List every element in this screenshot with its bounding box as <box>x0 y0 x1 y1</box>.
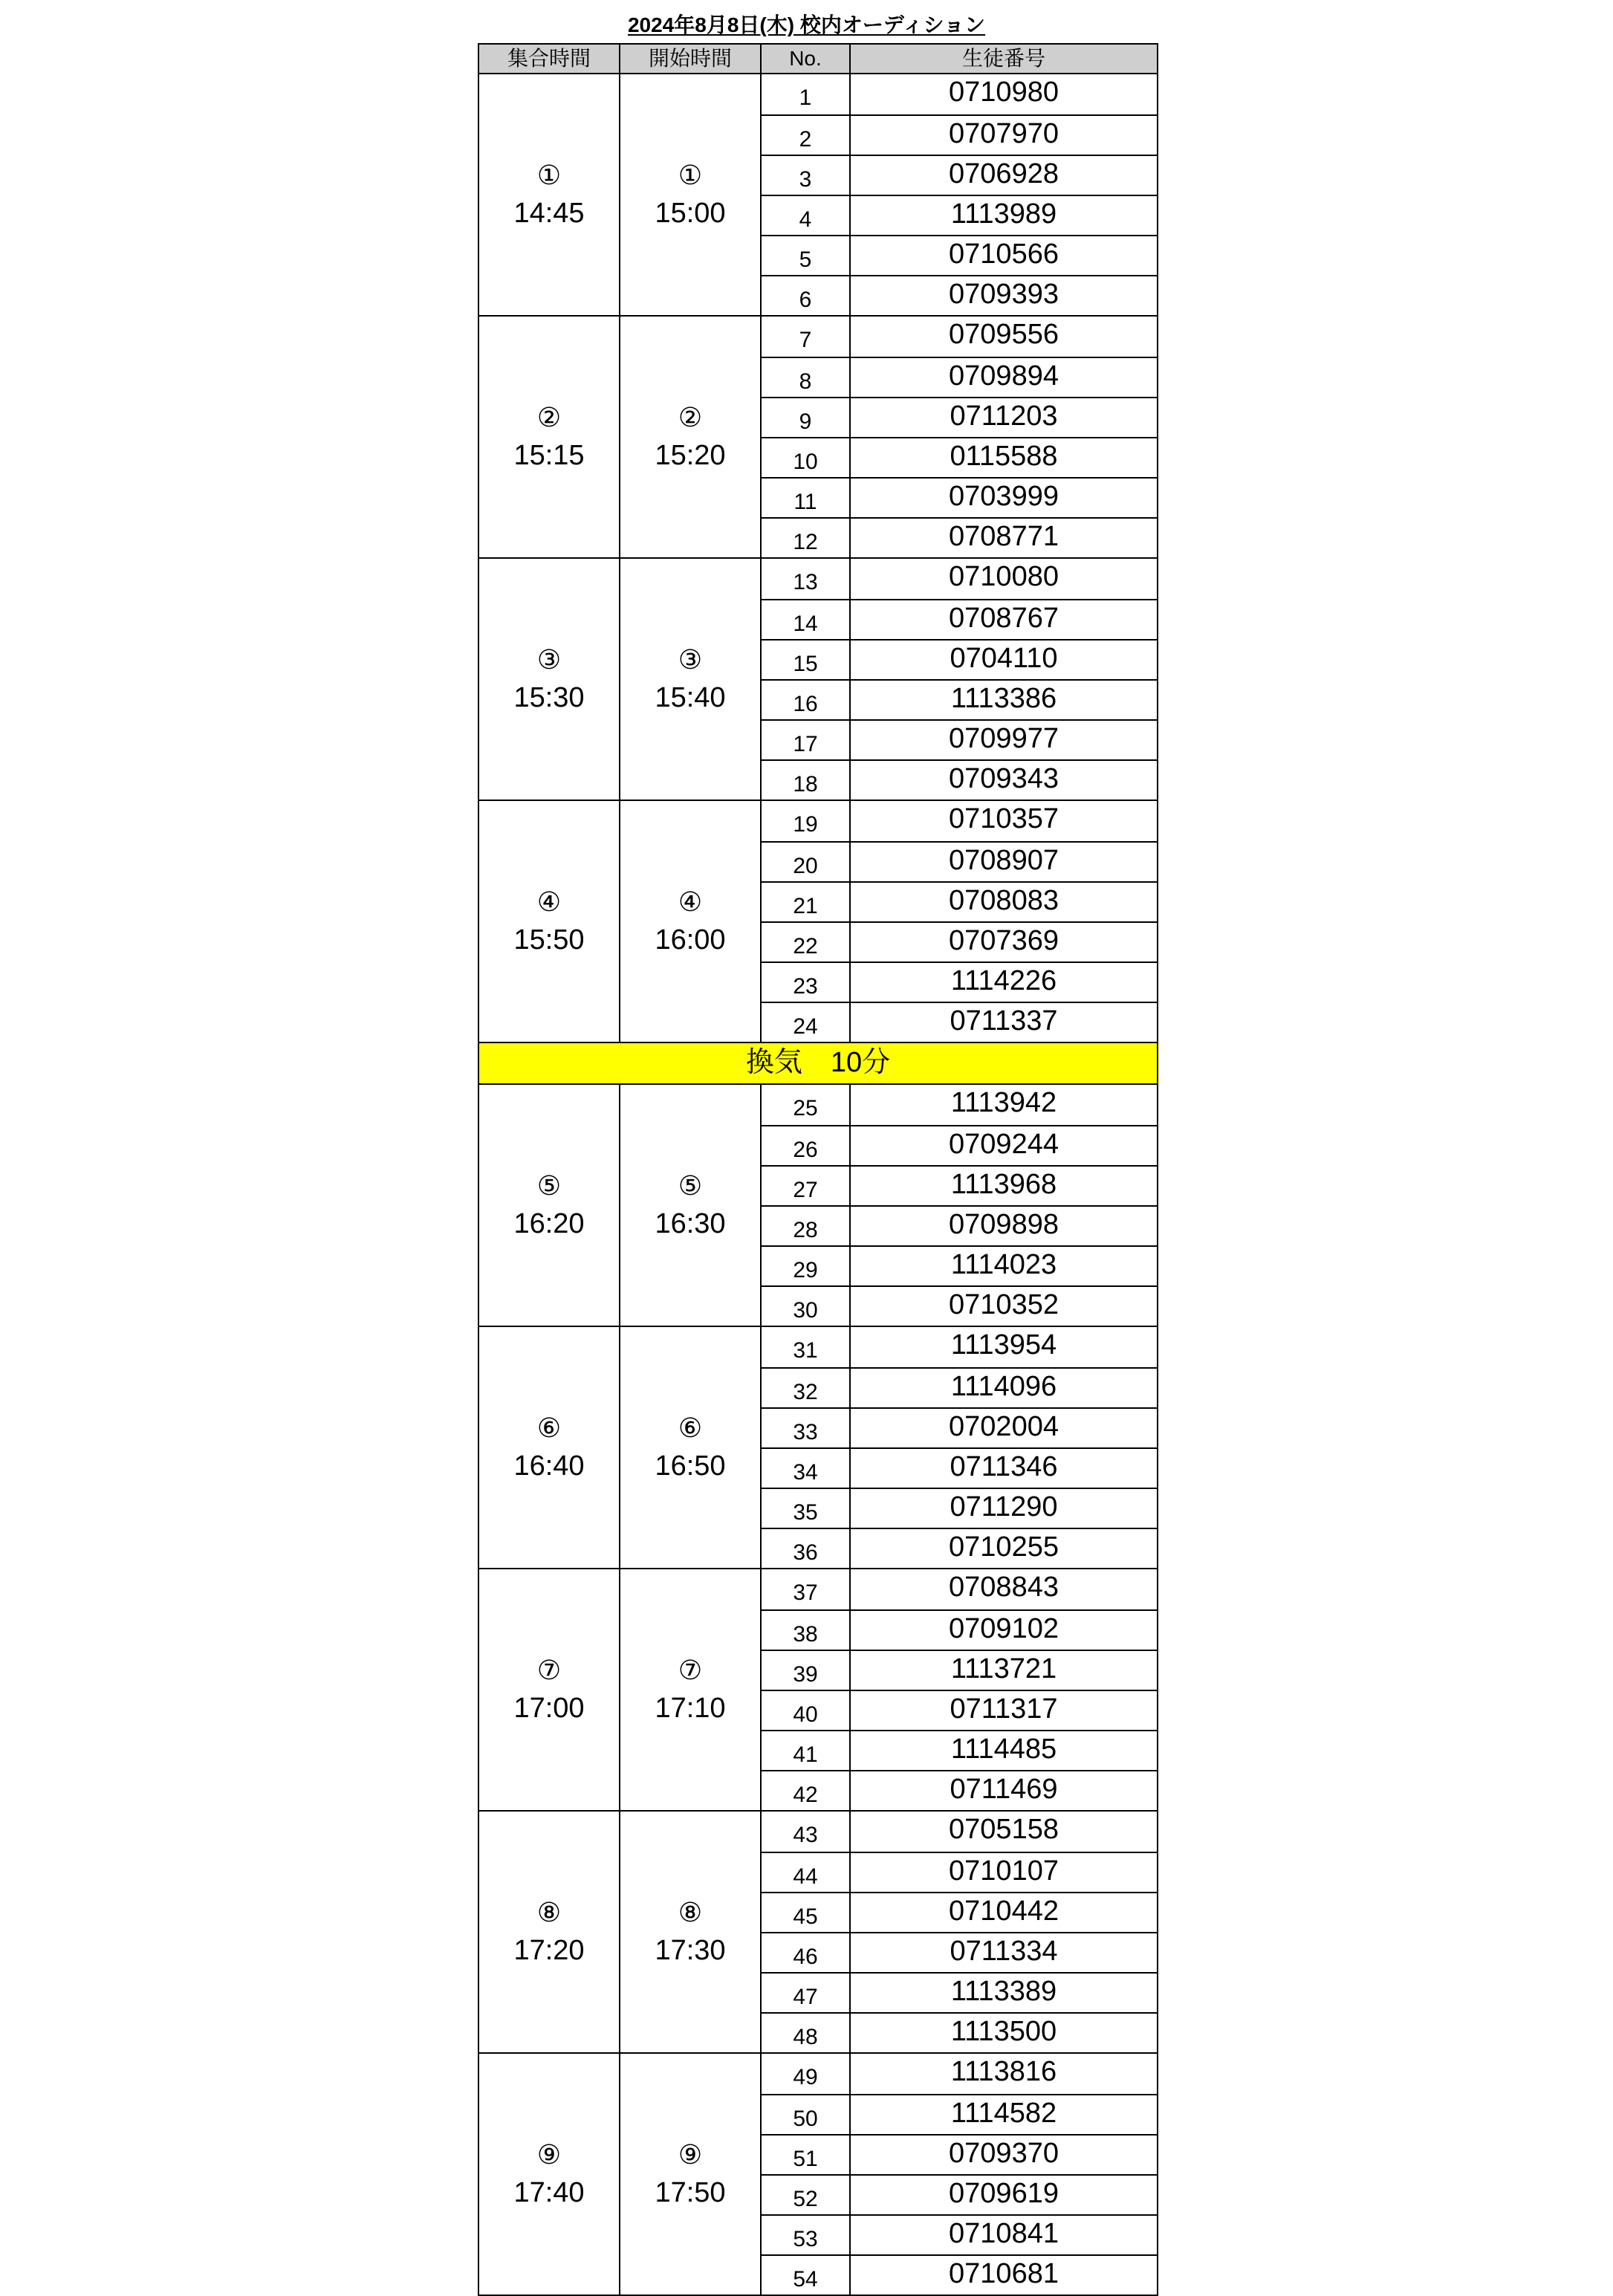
table-row <box>762 2254 1157 2295</box>
gather-time: 14:45 <box>513 198 585 229</box>
slot-number-mark: ① <box>678 160 703 191</box>
student-id: 0710566 <box>949 239 1059 270</box>
gather-time: 16:20 <box>513 1208 585 1239</box>
row-number: 3 <box>762 156 851 195</box>
gather-time: 15:50 <box>513 924 585 956</box>
row-number: 8 <box>762 358 851 397</box>
table-row <box>762 357 1157 397</box>
table-row <box>762 921 1157 961</box>
table-row <box>762 275 1157 315</box>
slot-number-mark: ⑥ <box>678 1413 703 1444</box>
table-row <box>762 639 1157 679</box>
table-row <box>762 841 1157 881</box>
row-number: 41 <box>762 1731 851 1770</box>
time-slot-group <box>478 2054 1158 2296</box>
row-number: 48 <box>762 2014 851 2052</box>
table-row <box>762 2012 1157 2052</box>
row-number: 6 <box>762 276 851 315</box>
student-id: 0709977 <box>949 723 1059 754</box>
student-id: 1114582 <box>950 2098 1057 2129</box>
slot-number-mark: ⑦ <box>536 1655 562 1686</box>
row-number: 50 <box>762 2095 851 2134</box>
start-time-cell <box>620 559 762 800</box>
start-time: 16:00 <box>655 924 726 956</box>
row-number: 19 <box>762 801 851 841</box>
header-gather-time: 集合時間 <box>479 45 620 73</box>
student-id: 0702004 <box>949 1411 1059 1442</box>
student-id: 1114096 <box>950 1371 1057 1402</box>
student-id: 0710841 <box>949 2218 1059 2249</box>
student-id: 0708907 <box>949 845 1059 876</box>
slot-number-mark: ③ <box>678 645 703 675</box>
student-id: 0709102 <box>949 1613 1059 1644</box>
start-time-cell <box>620 1327 762 1568</box>
student-id: 0710442 <box>949 1896 1059 1927</box>
table-row <box>762 1812 1157 1852</box>
start-time-cell <box>620 317 762 557</box>
row-number: 46 <box>762 1933 851 1972</box>
table-row <box>762 559 1157 599</box>
student-id: 1113386 <box>950 683 1057 714</box>
start-time-cell <box>620 74 762 315</box>
table-header-row <box>478 43 1158 74</box>
student-id: 0709244 <box>949 1129 1059 1160</box>
table-row <box>762 437 1157 477</box>
start-time-cell <box>620 2054 762 2295</box>
table-row <box>762 235 1157 275</box>
header-number: No. <box>762 45 851 73</box>
table-row <box>762 1892 1157 1932</box>
student-id: 0708767 <box>949 603 1059 634</box>
row-number: 39 <box>762 1651 851 1690</box>
student-id: 0709556 <box>949 319 1059 350</box>
slot-number-mark: ⑨ <box>678 2140 703 2170</box>
table-row <box>762 759 1157 800</box>
gather-time: 17:20 <box>513 1935 585 1966</box>
student-id: 1114485 <box>950 1734 1057 1765</box>
student-id: 1113989 <box>950 198 1057 230</box>
table-row <box>762 1730 1157 1770</box>
row-number: 47 <box>762 1974 851 2012</box>
student-id: 0710352 <box>949 1289 1059 1320</box>
table-row <box>762 155 1157 195</box>
student-id: 0115588 <box>950 441 1058 472</box>
start-time: 17:10 <box>655 1693 726 1724</box>
row-number: 17 <box>762 721 851 759</box>
table-row <box>762 1932 1157 1972</box>
gather-time-cell <box>479 801 620 1042</box>
student-id: 0711337 <box>950 1005 1058 1037</box>
row-number: 21 <box>762 883 851 921</box>
row-number: 14 <box>762 600 851 639</box>
row-number: 22 <box>762 923 851 961</box>
time-slot-group <box>478 1327 1158 1569</box>
slot-number-mark: ④ <box>678 887 703 918</box>
table-row <box>762 114 1157 155</box>
table-row <box>762 1205 1157 1245</box>
slot-number-mark: ② <box>678 403 703 433</box>
ventilation-break-row: 換気 10分 <box>478 1043 1158 1085</box>
student-id: 0709894 <box>949 360 1059 392</box>
student-id: 1114226 <box>950 965 1057 996</box>
student-id: 0711317 <box>950 1693 1058 1725</box>
student-id: 0709393 <box>949 279 1059 310</box>
start-time: 15:20 <box>655 440 726 471</box>
table-row <box>762 1002 1157 1042</box>
student-id: 1113942 <box>950 1087 1057 1118</box>
row-number: 32 <box>762 1369 851 1407</box>
slot-number-mark: ⑥ <box>536 1413 562 1444</box>
gather-time: 17:40 <box>513 2177 585 2208</box>
student-id: 0706928 <box>949 158 1059 189</box>
row-number: 44 <box>762 1853 851 1892</box>
student-id: 0710681 <box>949 2258 1059 2289</box>
row-number: 34 <box>762 1449 851 1488</box>
student-id: 0710980 <box>949 77 1059 108</box>
document-title: 2024年8月8日(木) 校内オーディション <box>627 13 986 36</box>
student-id: 0709343 <box>949 763 1059 794</box>
row-number: 43 <box>762 1812 851 1852</box>
slot-number-mark: ⑤ <box>536 1171 562 1201</box>
row-number: 16 <box>762 681 851 719</box>
table-row <box>762 1770 1157 1810</box>
student-id: 0710255 <box>949 1531 1059 1563</box>
slot-number-mark: ① <box>536 160 562 191</box>
row-number: 27 <box>762 1167 851 1205</box>
student-id: 1113954 <box>950 1329 1057 1361</box>
gather-time: 15:30 <box>513 682 585 713</box>
header-start-time: 開始時間 <box>620 45 762 73</box>
row-number: 45 <box>762 1893 851 1932</box>
row-number: 2 <box>762 116 851 155</box>
table-row <box>762 1285 1157 1326</box>
student-id: 0708083 <box>949 885 1059 916</box>
row-number: 9 <box>762 398 851 437</box>
row-number: 13 <box>762 559 851 599</box>
table-row <box>762 1852 1157 1892</box>
table-row <box>762 599 1157 639</box>
gather-time: 15:15 <box>513 440 585 471</box>
gather-time-cell <box>479 74 620 315</box>
table-row <box>762 961 1157 1002</box>
table-row <box>762 477 1157 517</box>
table-row <box>762 1650 1157 1690</box>
table-row <box>762 1972 1157 2012</box>
row-number: 42 <box>762 1771 851 1810</box>
row-number: 29 <box>762 1247 851 1285</box>
start-time: 17:50 <box>655 2177 726 2208</box>
table-row <box>762 1085 1157 1125</box>
student-id: 0704110 <box>950 643 1058 674</box>
student-id: 0709898 <box>949 1209 1059 1240</box>
student-id: 1114023 <box>950 1249 1057 1280</box>
table-row <box>762 1569 1157 1609</box>
slot-number-mark: ③ <box>536 645 562 675</box>
table-row <box>762 1447 1157 1488</box>
slot-number-mark: ⑨ <box>536 2140 562 2170</box>
start-time-cell <box>620 1569 762 1810</box>
start-time: 15:00 <box>655 198 726 229</box>
row-number: 40 <box>762 1691 851 1730</box>
table-row <box>762 801 1157 841</box>
student-id: 0711203 <box>950 400 1058 432</box>
student-id: 0711334 <box>950 1936 1058 1967</box>
student-id: 0707369 <box>949 925 1059 956</box>
start-time-cell <box>620 1812 762 2052</box>
table-row <box>762 1609 1157 1650</box>
student-id: 0711290 <box>950 1491 1058 1522</box>
row-number: 51 <box>762 2136 851 2174</box>
row-number: 23 <box>762 963 851 1002</box>
gather-time-cell <box>479 1327 620 1568</box>
student-id: 1113816 <box>950 2056 1057 2087</box>
gather-time: 16:40 <box>513 1450 585 1482</box>
row-number: 15 <box>762 641 851 679</box>
row-number: 7 <box>762 317 851 357</box>
row-number: 26 <box>762 1126 851 1165</box>
table-row <box>762 1327 1157 1367</box>
row-number: 4 <box>762 196 851 235</box>
time-slot-group <box>478 317 1158 559</box>
row-number: 24 <box>762 1003 851 1042</box>
student-id: 0707970 <box>949 118 1059 149</box>
time-slot-group <box>478 1569 1158 1812</box>
row-number: 25 <box>762 1085 851 1125</box>
gather-time: 17:00 <box>513 1693 585 1724</box>
row-number: 49 <box>762 2054 851 2094</box>
row-number: 30 <box>762 1287 851 1326</box>
time-slot-group <box>478 74 1158 317</box>
row-number: 54 <box>762 2256 851 2295</box>
slot-number-mark: ② <box>536 403 562 433</box>
row-number: 10 <box>762 438 851 477</box>
table-row <box>762 679 1157 719</box>
start-time-cell <box>620 1085 762 1326</box>
row-number: 11 <box>762 479 851 517</box>
student-id: 0709619 <box>949 2178 1059 2209</box>
table-row <box>762 1528 1157 1568</box>
student-id: 0710357 <box>949 803 1059 834</box>
student-id: 1113721 <box>950 1653 1057 1684</box>
time-slot-group <box>478 1812 1158 2054</box>
table-row <box>762 1488 1157 1528</box>
student-id: 0709370 <box>949 2138 1059 2169</box>
table-row <box>762 1245 1157 1285</box>
row-number: 38 <box>762 1611 851 1650</box>
student-id: 0711469 <box>950 1774 1058 1805</box>
table-row <box>762 719 1157 759</box>
row-number: 35 <box>762 1489 851 1528</box>
gather-time-cell <box>479 559 620 800</box>
row-number: 53 <box>762 2216 851 2254</box>
row-number: 31 <box>762 1327 851 1367</box>
slot-number-mark: ⑤ <box>678 1171 703 1201</box>
row-number: 52 <box>762 2176 851 2214</box>
table-row <box>762 2134 1157 2174</box>
time-slot-group <box>478 801 1158 1043</box>
student-id: 1113389 <box>950 1976 1057 2007</box>
student-id: 0703999 <box>949 481 1059 512</box>
slot-number-mark: ⑦ <box>678 1655 703 1686</box>
table-row <box>762 2214 1157 2254</box>
slot-number-mark: ④ <box>536 887 562 918</box>
table-row <box>762 1125 1157 1165</box>
table-row <box>762 74 1157 114</box>
table-row <box>762 1367 1157 1407</box>
gather-time-cell <box>479 1812 620 2052</box>
table-row <box>762 2054 1157 2094</box>
gather-time-cell <box>479 1569 620 1810</box>
student-id: 0710107 <box>949 1855 1059 1887</box>
start-time: 15:40 <box>655 682 726 713</box>
table-row <box>762 317 1157 357</box>
student-id: 1113500 <box>950 2016 1057 2047</box>
table-row <box>762 195 1157 235</box>
gather-time-cell <box>479 1085 620 1326</box>
row-number: 33 <box>762 1409 851 1447</box>
row-number: 37 <box>762 1569 851 1609</box>
table-row <box>762 881 1157 921</box>
table-row <box>762 1165 1157 1205</box>
start-time: 17:30 <box>655 1935 726 1966</box>
row-number: 12 <box>762 519 851 557</box>
row-number: 28 <box>762 1207 851 1245</box>
time-slot-group <box>478 559 1158 801</box>
start-time-cell <box>620 801 762 1042</box>
row-number: 18 <box>762 761 851 800</box>
student-id: 0708843 <box>949 1572 1059 1603</box>
table-row <box>762 517 1157 557</box>
row-number: 1 <box>762 74 851 114</box>
table-row <box>762 1407 1157 1447</box>
student-id: 0705158 <box>949 1814 1059 1845</box>
student-id: 0708771 <box>949 521 1059 552</box>
table-row <box>762 2094 1157 2134</box>
start-time: 16:30 <box>655 1208 726 1239</box>
student-id: 0710080 <box>949 561 1059 592</box>
table-row <box>762 2174 1157 2214</box>
slot-number-mark: ⑧ <box>678 1898 703 1928</box>
student-id: 0711346 <box>950 1451 1058 1482</box>
start-time: 16:50 <box>655 1450 726 1482</box>
time-slot-group <box>478 1085 1158 1327</box>
student-id: 1113968 <box>950 1169 1057 1200</box>
row-number: 5 <box>762 236 851 275</box>
slot-number-mark: ⑧ <box>536 1898 562 1928</box>
row-number: 36 <box>762 1529 851 1568</box>
gather-time-cell <box>479 2054 620 2295</box>
row-number: 20 <box>762 843 851 881</box>
header-student-id: 生徒番号 <box>961 47 1045 70</box>
table-row <box>762 1690 1157 1730</box>
gather-time-cell <box>479 317 620 557</box>
table-row <box>762 397 1157 437</box>
